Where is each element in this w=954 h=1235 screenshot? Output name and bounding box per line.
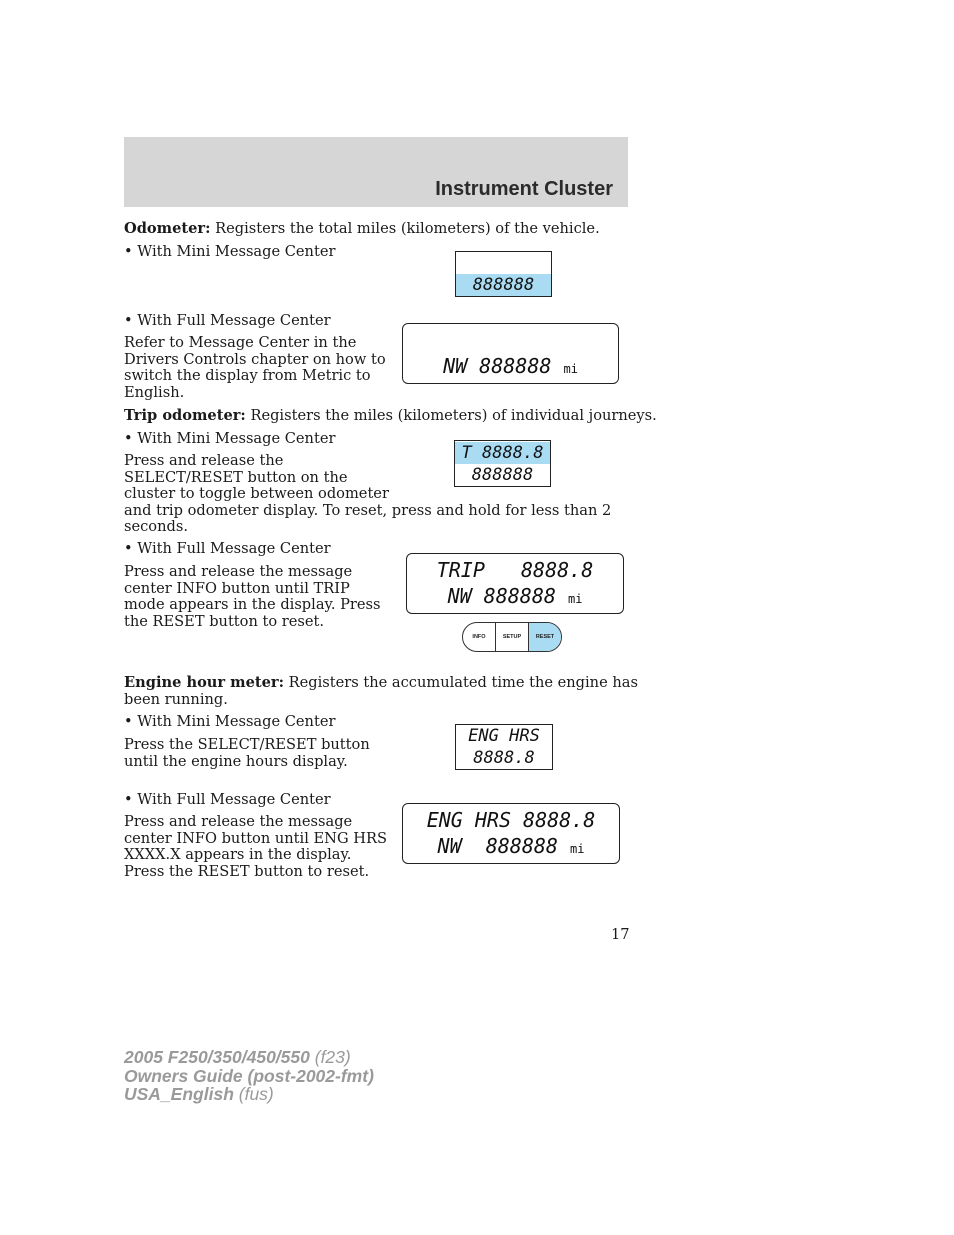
document-footer: [124, 1048, 374, 1104]
reset-button[interactable]: RESET: [528, 623, 561, 651]
odometer-full-note-4: English.: [124, 383, 185, 401]
odometer-mini-label: • With Mini Message Center: [124, 243, 336, 260]
engine-mini-note-2: until the engine hours display.: [124, 752, 348, 770]
trip-full-note-1: Press and release the message: [124, 563, 353, 580]
trip-full-value: NW 888888: [447, 584, 556, 608]
engine-full-note-2: center INFO button until ENG HRS: [124, 829, 387, 847]
engine-full-line2: [403, 834, 619, 862]
odometer-paragraph: [124, 221, 600, 238]
engine-mini-line1: ENG HRS: [468, 726, 540, 746]
trip-mini-note-2: SELECT/RESET button on the: [124, 468, 348, 486]
footer-line-3: [124, 1085, 374, 1104]
message-center-buttons: [462, 622, 562, 652]
odometer-full-note-2: Drivers Controls chapter on how to: [124, 350, 386, 368]
trip-mini-note-3: cluster to toggle between odometer: [124, 485, 389, 502]
odometer-full-unit: mi: [563, 362, 578, 376]
engine-full-value: NW 888888: [437, 834, 558, 858]
trip-mini-line1: T 8888.8: [455, 442, 550, 464]
trip-full-line2: [407, 584, 623, 612]
engine-full-unit: mi: [570, 842, 585, 856]
engine-full-note-4: Press the RESET button to reset.: [124, 862, 370, 880]
page-number: 17: [611, 926, 630, 943]
footer-model-code: (f23): [309, 1047, 351, 1067]
info-button[interactable]: INFO: [472, 634, 486, 640]
trip-term: Trip odometer:: [124, 407, 246, 424]
footer-language: USA_English: [124, 1084, 234, 1104]
odometer-term: Odometer:: [124, 220, 211, 237]
trip-mini-line2: 888888: [471, 465, 534, 485]
engine-full-line1: ENG HRS 8888.8: [426, 808, 596, 832]
footer-language-code: (fus): [233, 1084, 274, 1104]
odometer-full-note-1: Refer to Message Center in the: [124, 334, 357, 351]
section-title: Instrument Cluster: [435, 178, 613, 200]
odometer-full-display: [402, 323, 619, 384]
engine-mini-label: • With Mini Message Center: [124, 713, 336, 730]
setup-button[interactable]: SETUP: [495, 623, 528, 651]
odometer-full-note-3: switch the display from Metric to: [124, 367, 371, 384]
engine-full-note-1: Press and release the message: [124, 813, 353, 830]
trip-mini-note-4: and trip odometer display. To reset, press and hold for less than 2: [124, 501, 612, 519]
trip-full-line1: TRIP 8888.8: [436, 558, 594, 582]
section-header-band: [124, 137, 628, 207]
odometer-full-digits: [403, 354, 618, 381]
engine-mini-display: [455, 724, 553, 770]
engine-paragraph: [124, 675, 638, 692]
footer-model: 2005 F250/350/450/550: [124, 1047, 310, 1067]
trip-full-unit: mi: [567, 592, 583, 606]
trip-mini-label: • With Mini Message Center: [124, 430, 336, 447]
trip-full-note-3: mode appears in the display. Press: [124, 596, 381, 613]
engine-full-label: • With Full Message Center: [124, 791, 331, 808]
trip-mini-note-5: seconds.: [124, 518, 188, 535]
trip-desc: Registers the miles (kilometers) of individual journeys.: [245, 407, 657, 424]
odometer-desc: Registers the total miles (kilometers) of the vehicle.: [210, 220, 600, 237]
engine-term: Engine hour meter:: [124, 674, 285, 691]
odometer-full-value: NW 888888: [443, 354, 552, 378]
odometer-mini-digits: 888888: [456, 274, 551, 296]
odometer-mini-display: [455, 251, 552, 297]
engine-mini-line2: 8888.8: [473, 748, 535, 768]
engine-desc: Registers the accumulated time the engine has: [284, 674, 638, 691]
trip-full-note-2: center INFO button until TRIP: [124, 579, 350, 597]
odometer-full-label: • With Full Message Center: [124, 312, 331, 329]
trip-full-display: [406, 553, 624, 614]
trip-full-label: • With Full Message Center: [124, 540, 331, 557]
footer-line-2: Owners Guide (post-2002-fmt): [124, 1065, 374, 1086]
trip-mini-display: [454, 440, 551, 487]
trip-mini-note-1: Press and release the: [124, 452, 284, 469]
footer-line-1: [124, 1048, 374, 1067]
engine-full-note-3: XXXX.X appears in the display.: [124, 846, 352, 863]
engine-full-display: [402, 803, 620, 864]
engine-mini-note-1: Press the SELECT/RESET button: [124, 736, 370, 753]
trip-full-note-4: the RESET button to reset.: [124, 612, 325, 630]
engine-desc-line2: been running.: [124, 690, 228, 708]
trip-paragraph: [124, 408, 657, 425]
